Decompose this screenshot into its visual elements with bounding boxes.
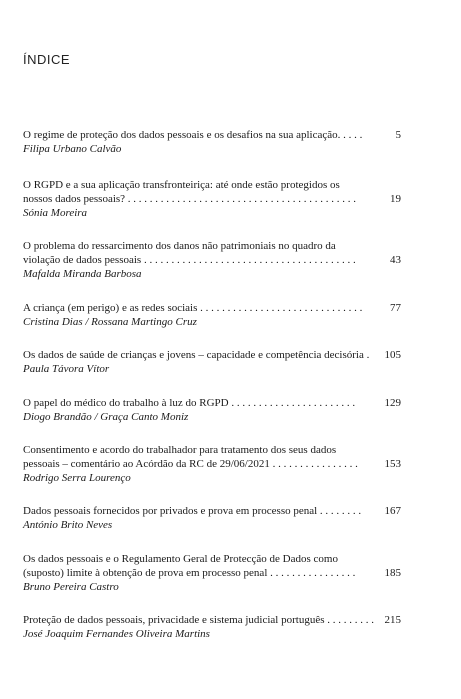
toc-entry-author: Mafalda Miranda Barbosa bbox=[23, 268, 142, 281]
toc-entry-title: violação de dados pessoais . . . . . . . . . . . . . . . . . . . . . . . . . . . . . . . . . . . . . . . bbox=[23, 254, 356, 267]
toc-entry-page-number: 43 bbox=[390, 254, 401, 267]
toc-entry bbox=[23, 443, 401, 485]
toc-entry bbox=[23, 178, 401, 220]
toc-entry bbox=[23, 396, 401, 424]
toc-entry-title: A criança (em perigo) e as redes sociais . . . . . . . . . . . . . . . . . . . . . . . . . . . . . . bbox=[23, 301, 363, 314]
page-title: ÍNDICE bbox=[23, 52, 71, 67]
toc-entry-title: O papel do médico do trabalho à luz do RGPD . . . . . . . . . . . . . . . . . . . . . . . bbox=[23, 396, 356, 409]
toc-entry-author: Rodrigo Serra Lourenço bbox=[23, 471, 131, 484]
toc-entry-title: pessoais – comentário ao Acórdão da RC de 29/06/2021 . . . . . . . . . . . . . . . . bbox=[23, 457, 358, 470]
toc-entry-title: (suposto) limite à obtenção de prova em processo penal . . . . . . . . . . . . . . . . bbox=[23, 566, 356, 579]
toc-entry bbox=[23, 504, 401, 532]
toc-entry-title: Os dados de saúde de crianças e jovens – capacidade e competência decisória . bbox=[23, 349, 370, 362]
toc-entry-page-number: 77 bbox=[390, 301, 401, 314]
toc-entry-author: António Brito Neves bbox=[23, 519, 113, 532]
toc-entry-page-number: 105 bbox=[384, 349, 401, 362]
toc-entry-author: Bruno Pereira Castro bbox=[23, 580, 119, 593]
toc-entry-author: José Joaquim Fernandes Oliveira Martins bbox=[23, 628, 210, 641]
toc-entry-author: Diogo Brandão / Graça Canto Moniz bbox=[23, 410, 189, 423]
toc-entry-author: Filipa Urbano Calvão bbox=[23, 143, 122, 155]
toc-entry-author: Paula Távora Vítor bbox=[23, 363, 110, 376]
toc-entry-page-number: 167 bbox=[384, 505, 401, 518]
toc-entry-page-number: 185 bbox=[384, 566, 401, 579]
toc-entry-page-number: 153 bbox=[384, 457, 401, 470]
toc-entry-title: Consentimento e acordo do trabalhador para tratamento dos seus dados bbox=[23, 443, 337, 456]
toc-entry-author: Sónia Moreira bbox=[23, 207, 88, 219]
toc-entry-author: Cristina Dias / Rossana Martingo Cruz bbox=[23, 315, 197, 328]
toc-entry-title: nossos dados pessoais? . . . . . . . . . . . . . . . . . . . . . . . . . . . . . . . . . . . . . . . . . . bbox=[23, 193, 357, 205]
toc-entry bbox=[23, 613, 401, 641]
toc-entry bbox=[23, 239, 401, 281]
toc-entry bbox=[23, 301, 401, 329]
toc-entry-title: O RGPD e a sua aplicação transfronteiriça: até onde estão protegidos os bbox=[23, 179, 340, 191]
toc-entry-title: Os dados pessoais e o Regulamento Geral de Protecção de Dados como bbox=[23, 552, 338, 565]
toc-entry-page-number: 5 bbox=[395, 129, 401, 141]
toc-entry bbox=[23, 552, 401, 594]
toc-entry-title: O problema do ressarcimento dos danos não patrimoniais no quadro da bbox=[23, 240, 336, 253]
toc-entry bbox=[23, 128, 401, 156]
toc-entry-title: Proteção de dados pessoais, privacidade e sistema judicial português . . . . . . . . . bbox=[23, 614, 374, 627]
toc-entry-title: O regime de proteção dos dados pessoais e os desafios na sua aplicação. . . . . bbox=[23, 129, 363, 141]
toc-entry-page-number: 129 bbox=[384, 396, 401, 409]
toc-entry-page-number: 19 bbox=[390, 193, 401, 205]
toc-entry-page-number: 215 bbox=[384, 614, 401, 627]
table-of-contents bbox=[23, 128, 401, 661]
toc-entry-title: Dados pessoais fornecidos por privados e prova em processo penal . . . . . . . . bbox=[23, 505, 362, 518]
toc-entry bbox=[23, 348, 401, 376]
